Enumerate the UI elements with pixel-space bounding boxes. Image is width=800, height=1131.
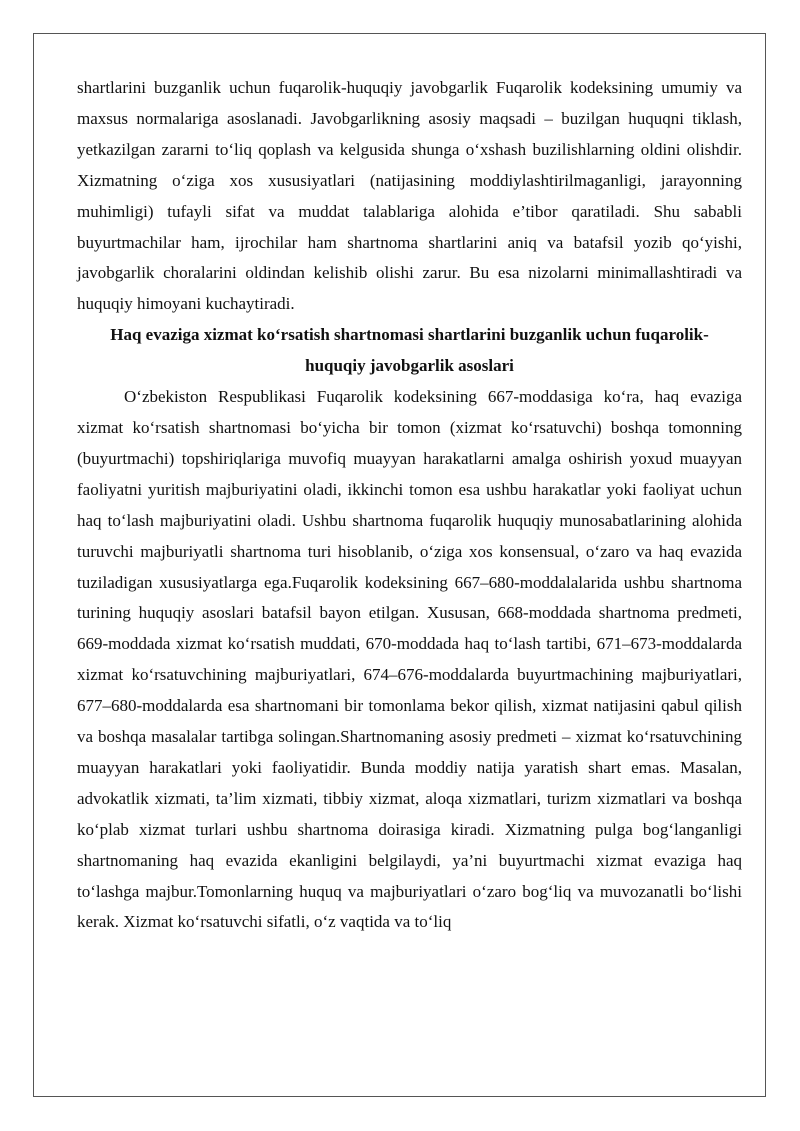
section-heading: Haq evaziga xizmat ko‘rsatish shartnomasi shartlarini buzganlik uchun fuqarolik-huquqiy javobgarlik asoslari	[110, 325, 709, 376]
body-paragraph-continued: shartlarini buzganlik uchun fuqarolik-huquqiy javobgarlik Fuqarolik kodeksining umumiy va maxsus normalariga asoslanadi. Javobgarlikning asosiy maqsadi – buzilgan huquqni tiklash, yetkazilgan zararni to‘liq qoplash va kelgusida shunga o‘xshash buzilishlarning oldini olishdir. Xizmatning o‘ziga xos xususiyatlari (natijasining moddiylashtirilmaganligi, jarayonning muhimligi) tufayli sifat va muddat talablariga alohida e’tibor qaratiladi. Shu sababli buyurtmachilar ham, ijrochilar ham shartnoma shartlarini aniq va batafsil yozib qo‘yishi, javobgarlik choralarini oldindan kelishib olishi zarur. Bu esa nizolarni minimallashtiradi va huquqiy himoyani kuchaytiradi.	[77, 78, 742, 314]
document-body	[77, 73, 742, 938]
body-paragraph: O‘zbekiston Respublikasi Fuqarolik kodeksining 667-moddasiga ko‘ra, haq evaziga xizmat ko‘rsatish shartnomasi bo‘yicha bir tomon (xizmat ko‘rsatuvchi) boshqa tomonning (buyurtmachi) topshiriqlariga muvofiq muayyan harakatlarni amalga oshirish yoxud muayyan faoliyatni yuritish majburiyatini oladi, ikkinchi tomon esa ushbu harakatlar yoki faoliyat uchun haq to‘lash majburiyatini oladi. Ushbu shartnoma fuqarolik huquqiy munosabatlarining alohida turuvchi majburiyatli shartnoma turi hisoblanib, o‘ziga xos konsensual, o‘zaro va haq evazida tuziladigan xususiyatlarga ega.Fuqarolik kodeksining 667–680-moddalalarida ushbu shartnoma turining huquqiy asoslari batafsil bayon etilgan. Xususan, 668-moddada shartnoma predmeti, 669-moddada xizmat ko‘rsatish muddati, 670-moddada haq to‘lash tartibi, 671–673-moddalarda xizmat ko‘rsatuvchining majburiyatlari, 674–676-moddalarda buyurtmachining majburiyatlari, 677–680-moddalarda esa shartnomani bir tomonlama bekor qilish, xizmat natijasini qabul qilish va boshqa masalalar tartibga solingan.Shartnomaning asosiy predmeti – xizmat ko‘rsatuvchining muayyan harakatlari yoki faoliyatidir. Bunda moddiy natija yaratish shart emas. Masalan, advokatlik xizmati, ta’lim xizmati, tibbiy xizmat, aloqa xizmatlari, turizm xizmatlari va boshqa ko‘plab xizmat turlari ushbu shartnoma doirasiga kiradi. Xizmatning pulga bog‘langanligi shartnomaning haq evazida ekanligini belgilaydi, ya’ni buyurtmachi xizmat evaziga haq to‘lashga majbur.Tomonlarning huquq va majburiyatlari o‘zaro bog‘liq va muvozanatli bo‘lishi kerak. Xizmat ko‘rsatuvchi sifatli, o‘z vaqtida va to‘liq	[77, 387, 742, 932]
